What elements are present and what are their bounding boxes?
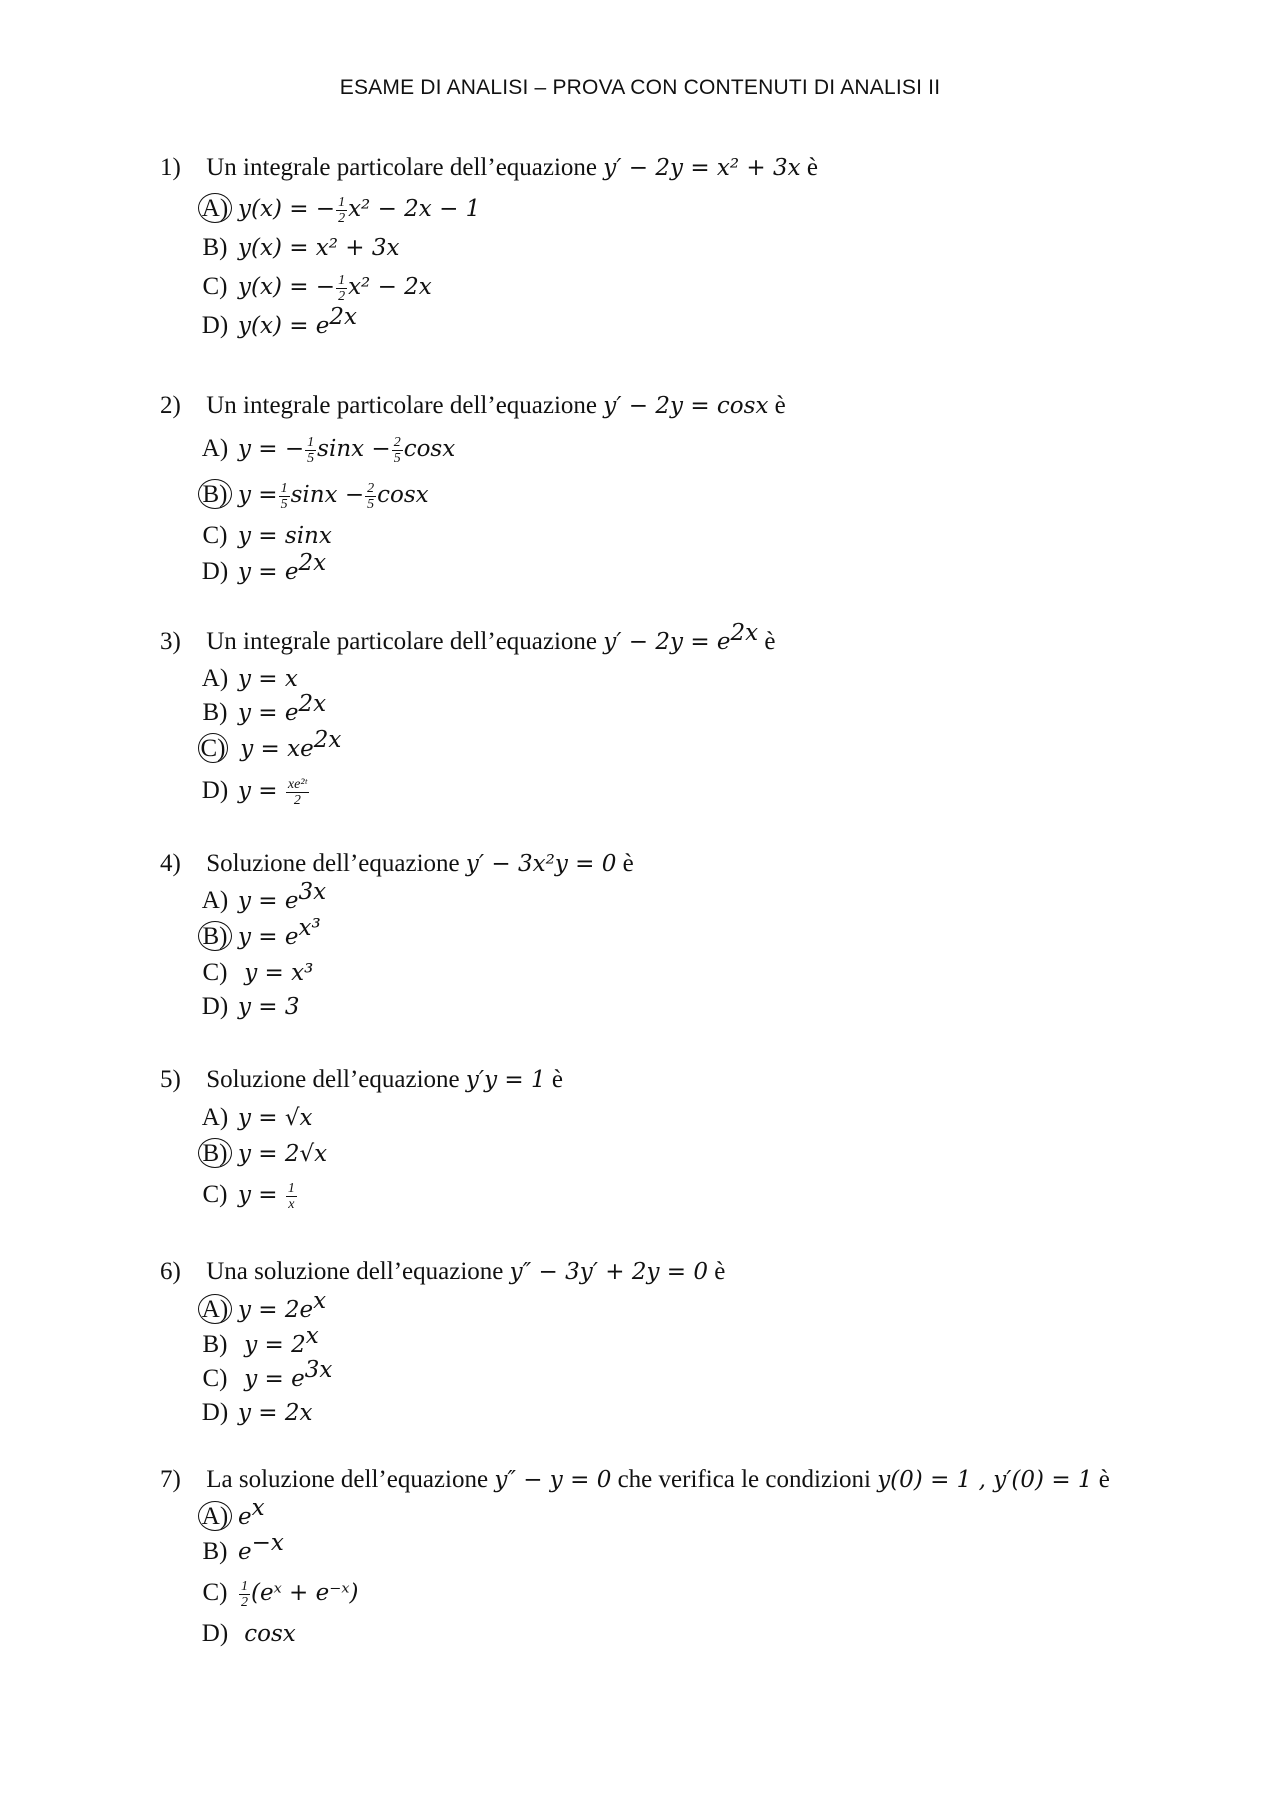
frac-num: 1 bbox=[338, 272, 346, 288]
superscript: −x bbox=[251, 1530, 284, 1556]
option-label: C) bbox=[202, 522, 228, 549]
option-label: C) bbox=[202, 1181, 228, 1208]
option-label: C) bbox=[202, 959, 228, 986]
option-expr: x² − 2x bbox=[348, 274, 432, 300]
option-expr: y = e bbox=[238, 888, 299, 914]
option-expr: y(x) = e bbox=[238, 313, 330, 339]
option-expr: e bbox=[238, 1539, 252, 1565]
option-label: D) bbox=[201, 558, 229, 585]
option-expr: y = x³ bbox=[244, 960, 314, 986]
option-b bbox=[160, 691, 776, 730]
superscript: 2x bbox=[298, 550, 327, 576]
option-expr: y = 2√x bbox=[238, 1141, 328, 1167]
question-number: 3) bbox=[160, 628, 181, 655]
option-expr: y = 3 bbox=[238, 994, 300, 1020]
option-expr: y = bbox=[238, 482, 278, 508]
question-text: Un integrale particolare dell’equazione bbox=[206, 628, 598, 655]
question-3 bbox=[160, 622, 776, 814]
option-label: C) bbox=[202, 1579, 228, 1606]
option-expr: y = √x bbox=[238, 1105, 313, 1131]
question-equation: y′ − 3x²y = 0 bbox=[465, 851, 617, 877]
question-number: 7) bbox=[160, 1466, 181, 1493]
question-title bbox=[160, 1460, 1110, 1500]
option-c bbox=[160, 1357, 725, 1396]
frac-den: 2 bbox=[338, 210, 346, 226]
option-label: A) bbox=[201, 665, 229, 692]
option-d bbox=[160, 1396, 725, 1430]
frac-num: 2 bbox=[367, 480, 375, 496]
fraction bbox=[286, 777, 309, 808]
fraction bbox=[305, 435, 316, 466]
option-b bbox=[160, 1136, 563, 1172]
question-number: 6) bbox=[160, 1258, 181, 1285]
option-label: B) bbox=[202, 1538, 228, 1565]
fraction bbox=[336, 273, 347, 304]
question-5 bbox=[160, 1060, 563, 1218]
superscript: 3x bbox=[298, 879, 327, 905]
option-c bbox=[160, 1172, 563, 1218]
option-expr: y = e bbox=[238, 559, 299, 585]
question-text: Soluzione dell’equazione bbox=[206, 1066, 460, 1093]
option-expr: sinx − bbox=[317, 436, 391, 462]
frac-num: 1 bbox=[280, 480, 288, 496]
option-c bbox=[160, 266, 818, 308]
question-equation: y′ − 2y = cosx bbox=[603, 393, 769, 419]
option-expr: x² − 2x − 1 bbox=[348, 196, 481, 222]
option-expr: e bbox=[238, 1504, 252, 1530]
fraction bbox=[239, 1579, 250, 1610]
option-label: B) bbox=[202, 1331, 228, 1358]
frac-num: 2 bbox=[393, 434, 401, 450]
frac-num: 1 bbox=[241, 1578, 248, 1594]
option-expr: cosx bbox=[377, 482, 429, 508]
option-label: D) bbox=[201, 777, 229, 804]
frac-num: 1 bbox=[338, 194, 346, 210]
option-expr: y(x) = − bbox=[238, 196, 336, 222]
question-text: Soluzione dell’equazione bbox=[206, 850, 460, 877]
question-text: Una soluzione dell’equazione bbox=[206, 1258, 504, 1285]
question-suffix: è bbox=[806, 154, 818, 181]
option-expr: y = 2 bbox=[244, 1332, 306, 1358]
question-equation: y′ − 2y = e bbox=[603, 629, 731, 655]
question-suffix: è bbox=[551, 1066, 563, 1093]
fraction bbox=[286, 1181, 297, 1212]
option-expr: y = bbox=[238, 1182, 285, 1208]
option-expr: sinx − bbox=[290, 482, 365, 508]
option-a bbox=[160, 1495, 1110, 1534]
option-a bbox=[160, 1100, 563, 1136]
option-d bbox=[160, 304, 818, 344]
option-expr: y = 2x bbox=[238, 1400, 313, 1426]
option-label: D) bbox=[201, 1399, 229, 1426]
option-label-circled: A) bbox=[198, 1294, 232, 1324]
frac-den: x bbox=[288, 1196, 295, 1212]
question-conditions: y(0) = 1 , y′(0) = 1 bbox=[877, 1467, 1093, 1493]
question-4 bbox=[160, 844, 634, 1024]
question-6 bbox=[160, 1252, 725, 1430]
frac-den: 2 bbox=[338, 288, 346, 304]
option-b bbox=[160, 915, 634, 956]
option-expr: cosx bbox=[244, 1621, 296, 1647]
option-label: C) bbox=[202, 1365, 228, 1392]
superscript: 2x bbox=[329, 304, 358, 330]
superscript: 2x bbox=[730, 620, 759, 646]
frac-num: 1 bbox=[307, 434, 315, 450]
option-d bbox=[160, 550, 786, 590]
frac-num: xe²ᵗ bbox=[287, 776, 307, 792]
option-d bbox=[160, 1616, 1110, 1652]
fraction bbox=[279, 481, 290, 512]
question-suffix: è bbox=[714, 1258, 726, 1285]
question-1 bbox=[160, 148, 818, 344]
question-text: Un integrale particolare dell’equazione bbox=[206, 154, 598, 181]
option-label-circled: B) bbox=[198, 479, 232, 509]
frac-num: 1 bbox=[287, 1180, 295, 1196]
option-c bbox=[160, 956, 634, 990]
question-title bbox=[160, 386, 786, 426]
question-number: 4) bbox=[160, 850, 181, 877]
question-title bbox=[160, 1060, 563, 1100]
option-label-circled: C) bbox=[198, 733, 228, 763]
option-a bbox=[160, 879, 634, 918]
option-label-circled: A) bbox=[198, 1501, 232, 1531]
option-expr: y = x bbox=[238, 666, 298, 692]
question-middle-text: che verifica le condizioni bbox=[617, 1466, 871, 1493]
superscript: x³ bbox=[298, 915, 321, 941]
option-label-circled: A) bbox=[198, 193, 232, 223]
option-label: B) bbox=[202, 699, 228, 726]
frac-den: 2 bbox=[241, 1594, 248, 1610]
option-d bbox=[160, 990, 634, 1024]
option-expr: (eˣ + e⁻ˣ) bbox=[251, 1580, 359, 1606]
question-title bbox=[160, 844, 634, 884]
question-suffix: è bbox=[764, 628, 776, 655]
option-c bbox=[160, 727, 776, 768]
option-expr: y = e bbox=[238, 924, 299, 950]
fraction bbox=[365, 481, 376, 512]
option-expr: cosx bbox=[403, 436, 456, 462]
page-header: ESAME DI ANALISI – PROVA CON CONTENUTI DI ANALISI II bbox=[339, 76, 941, 99]
question-text: Un integrale particolare dell’equazione bbox=[206, 392, 598, 419]
option-expr: y(x) = − bbox=[238, 274, 336, 300]
option-label: D) bbox=[201, 993, 229, 1020]
question-equation: y″ − y = 0 bbox=[494, 1467, 612, 1493]
question-number: 5) bbox=[160, 1066, 181, 1093]
question-number: 1) bbox=[160, 154, 181, 181]
option-expr: y = 2e bbox=[238, 1297, 314, 1323]
question-suffix: è bbox=[1098, 1466, 1110, 1493]
option-label: D) bbox=[201, 1620, 229, 1647]
superscript: x bbox=[305, 1323, 319, 1349]
superscript: x bbox=[251, 1495, 265, 1521]
frac-den: 2 bbox=[293, 792, 301, 808]
superscript: 3x bbox=[304, 1357, 333, 1383]
option-label: D) bbox=[201, 312, 229, 339]
frac-den: 5 bbox=[393, 450, 401, 466]
option-label: A) bbox=[201, 887, 229, 914]
option-c bbox=[160, 1570, 1110, 1616]
question-equation: y″ − 3y′ + 2y = 0 bbox=[509, 1259, 708, 1285]
option-expr: y = e bbox=[238, 700, 299, 726]
option-a bbox=[160, 1288, 725, 1328]
superscript: x bbox=[313, 1288, 327, 1314]
option-b bbox=[160, 1530, 1110, 1570]
option-a bbox=[160, 662, 776, 696]
superscript: 2x bbox=[298, 691, 327, 717]
option-expr: y = − bbox=[238, 436, 305, 462]
frac-den: 5 bbox=[367, 496, 375, 512]
question-suffix: è bbox=[774, 392, 786, 419]
question-equation: y′y = 1 bbox=[465, 1067, 546, 1093]
option-d bbox=[160, 768, 776, 814]
option-label: A) bbox=[201, 435, 229, 462]
frac-den: 5 bbox=[280, 496, 288, 512]
option-b bbox=[160, 472, 786, 518]
option-label: A) bbox=[201, 1104, 229, 1131]
option-label-circled: B) bbox=[198, 1138, 232, 1168]
option-expr: y = bbox=[238, 778, 285, 804]
frac-den: 5 bbox=[307, 450, 315, 466]
question-title bbox=[160, 1252, 725, 1292]
fraction bbox=[392, 435, 403, 466]
question-suffix: è bbox=[622, 850, 634, 877]
option-expr: y(x) = x² + 3x bbox=[238, 235, 400, 261]
question-number: 2) bbox=[160, 392, 181, 419]
question-title bbox=[160, 148, 818, 188]
option-label: B) bbox=[202, 234, 228, 261]
superscript: 2x bbox=[313, 727, 342, 753]
option-c bbox=[160, 518, 786, 554]
question-2 bbox=[160, 386, 786, 590]
option-b bbox=[160, 230, 818, 266]
option-a bbox=[160, 426, 786, 472]
option-expr: y = xe bbox=[240, 736, 314, 762]
option-label-circled: B) bbox=[198, 921, 232, 951]
question-text: La soluzione dell’equazione bbox=[206, 1466, 489, 1493]
option-expr: y = e bbox=[244, 1366, 305, 1392]
question-equation: y′ − 2y = x² + 3x bbox=[603, 155, 801, 181]
option-a bbox=[160, 188, 818, 230]
question-7 bbox=[160, 1460, 1110, 1652]
option-b bbox=[160, 1323, 725, 1362]
fraction bbox=[336, 195, 347, 226]
question-title bbox=[160, 622, 776, 662]
option-label: C) bbox=[202, 273, 228, 300]
option-expr: y = sinx bbox=[238, 523, 332, 549]
